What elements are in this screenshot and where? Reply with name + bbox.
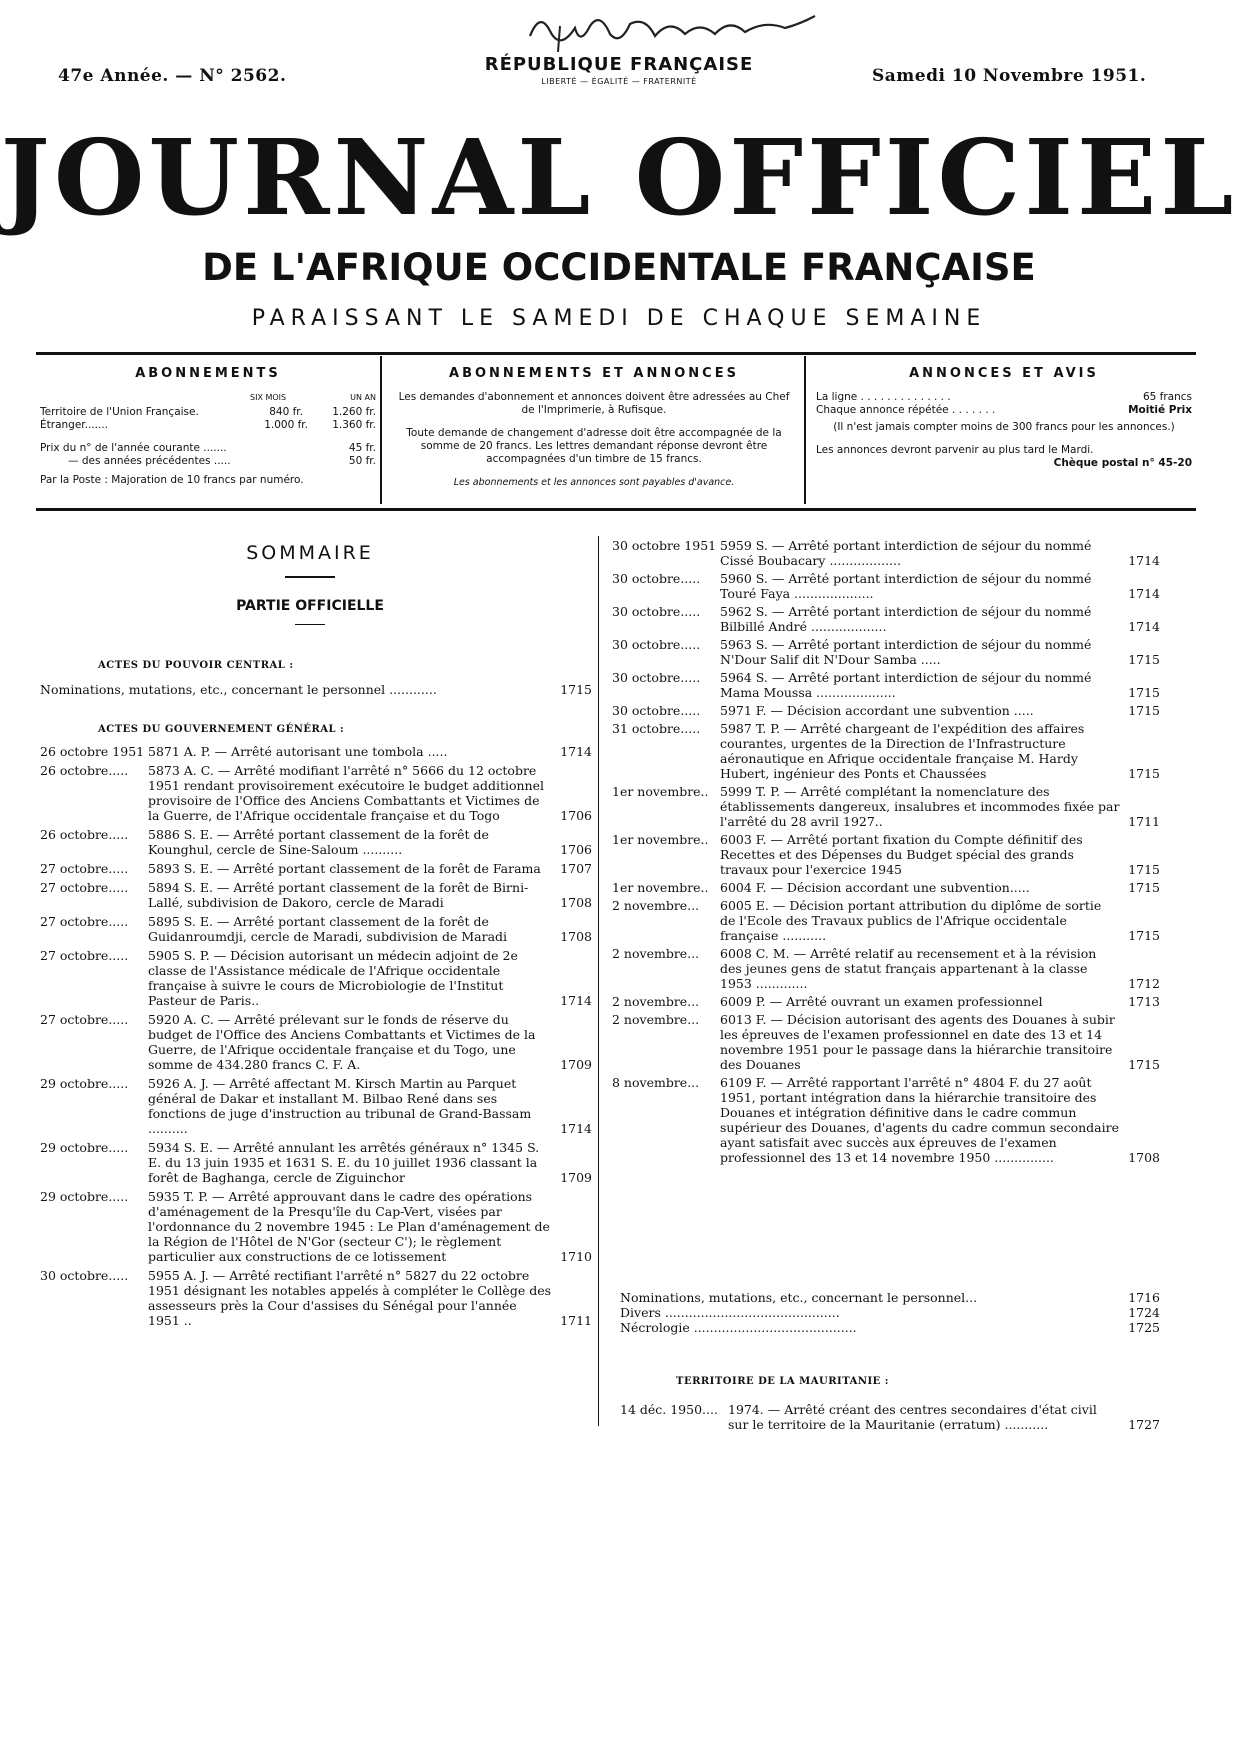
toc-entry <box>612 571 1160 601</box>
toc-entry <box>40 1268 592 1328</box>
toc-entry-text: 6009 P. — Arrêté ouvrant un examen professionnel <box>720 994 1043 1009</box>
toc-entry <box>40 880 592 910</box>
toc-entry-page: 1715 <box>1128 652 1160 667</box>
annonces-avis-column <box>816 366 1192 470</box>
toc-entry-page: 1714 <box>560 993 592 1008</box>
toc-entry <box>40 1012 592 1072</box>
toc-entry-date: 29 octobre..... <box>40 1140 129 1155</box>
toc-entry-date: 30 octobre..... <box>612 670 701 685</box>
toc-entry-page: 1706 <box>560 842 592 857</box>
toc-entry-page: 1709 <box>560 1057 592 1072</box>
annonces-avis-header: ANNONCES ET AVIS <box>909 366 1099 381</box>
divers-label: Divers ............................................ <box>620 1305 840 1320</box>
toc-entry-date: 30 octobre..... <box>612 637 701 652</box>
toc-entry-text: 5987 T. P. — Arrêté chargeant de l'expédition des affaires courantes, urgentes de la Direction de l'Infrastructure aéronautique en Afrique occidentale française M. Hardy Hubert, ingénieur des Ponts et Chaussées <box>720 721 1085 781</box>
toc-entry-date: 29 octobre..... <box>40 1076 129 1091</box>
toc-entry-text: 5934 S. E. — Arrêté annulant les arrêtés généraux n° 1345 S. E. du 13 juin 1935 et 1631 S. E. du 10 juillet 1936 classant la forêt de Baghanga, cercle de Ziguinchor <box>148 1140 540 1185</box>
journal-subtitle: DE L'AFRIQUE OCCIDENTALE FRANÇAISE <box>202 246 1036 289</box>
divers-label: Nécrologie ......................................... <box>620 1320 857 1335</box>
toc-entry-text: 5971 F. — Décision accordant une subvention ..... <box>720 703 1034 718</box>
mauritanie-entry: 14 déc. 1950.... 1974. — Arrêté créant des centres secondaires d'état civil sur le territoire de la Mauritanie (erratum) ........... 1727 <box>620 1402 1160 1432</box>
toc-entry-text: 5886 S. E. — Arrêté portant classement de la forêt de Kounghul, cercle de Sine-Saloum .......... <box>148 827 489 857</box>
toc-entry-text: 5963 S. — Arrêté portant interdiction de séjour du nommé N'Dour Salif dit N'Dour Samba ..... <box>720 637 1092 667</box>
changement-adresse-note: Toute demande de changement d'adresse doit être accompagnée de la somme de 20 francs. Les lettres demandant réponse devront être accompagnées d'un timbre de 15 francs. <box>406 427 782 465</box>
toc-entry-page: 1711 <box>1128 814 1160 829</box>
journal-title: JOURNAL OFFICIEL <box>0 116 1238 239</box>
journal-tagline: PARAISSANT LE SAMEDI DE CHAQUE SEMAINE <box>251 306 987 331</box>
toc-entry-text: 5955 A. J. — Arrêté rectifiant l'arrêté n° 5827 du 22 octobre 1951 désignant les notables appelés à compléter le Collège des assesseurs près la Cour d'assises du Sénégal pour l'année 1951 .. <box>148 1268 552 1328</box>
divers-entry <box>620 1305 1160 1320</box>
col-six-mois: SIX MOIS <box>250 393 287 402</box>
toc-entry <box>40 744 592 759</box>
toc-entry-page: 1714 <box>560 744 592 759</box>
toc-entry <box>40 1189 592 1264</box>
toc-entry-page: 1708 <box>560 895 592 910</box>
toc-entry-page: 1714 <box>1128 586 1160 601</box>
nominations-entry: Nominations, mutations, etc., concernant le personnel ............ 1715 <box>40 682 592 697</box>
box-bottom-rule <box>36 508 1196 511</box>
toc-entry-page: 1712 <box>1128 976 1160 991</box>
cheque-postal: Chèque postal n° 45-20 <box>1053 457 1192 469</box>
abonnements-annonces-header: ABONNEMENTS ET ANNONCES <box>449 366 739 381</box>
toc-entry <box>612 721 1160 781</box>
toc-entry-page: 1708 <box>1128 1150 1160 1165</box>
toc-entry-page: 1714 <box>1128 619 1160 634</box>
toc-entry-page: 1714 <box>560 1121 592 1136</box>
toc-entry-date: 31 octobre..... <box>612 721 701 736</box>
toc-entry-text: 5873 A. C. — Arrêté modifiant l'arrêté n° 5666 du 12 octobre 1951 rendant provisoirement exécutoire le budget additionnel provisoire de l'Office des Anciens Combattants et Victimes de la Guerre, de l'Afrique occidentale française et du Togo <box>148 763 544 823</box>
tarif-row: Territoire de l'Union Française. 840 fr. 1.260 fr. <box>40 406 376 418</box>
toc-entry-page: 1708 <box>560 929 592 944</box>
toc-entry <box>612 670 1160 700</box>
box-divider-1 <box>380 356 382 504</box>
toc-entry-text: 6013 F. — Décision autorisant des agents des Douanes à subir les épreuves de l'examen professionnel en date des 13 et 14 novembre 1951 pour le passage dans la hiérarchie transitoire des Douanes <box>720 1012 1115 1072</box>
toc-entry-date: 30 octobre..... <box>612 703 701 718</box>
toc-entry <box>612 832 1160 877</box>
sommaire-title: SOMMAIRE <box>246 542 374 564</box>
toc-entry-page: 1711 <box>560 1313 592 1328</box>
handwritten-annotation <box>520 6 820 52</box>
toc-entry-date: 30 octobre 1951 <box>612 538 717 553</box>
tarif-repetee: Chaque annonce répétée . . . . . . . Moitié Prix <box>816 404 1192 416</box>
abonnements-header: ABONNEMENTS <box>135 366 281 381</box>
issue-number: 47e Année. — N° 2562. <box>58 66 287 86</box>
toc-entry-date: 27 octobre..... <box>40 914 129 929</box>
toc-entry-text: 5935 T. P. — Arrêté approuvant dans le cadre des opérations d'aménagement de la Presqu'île du Cap-Vert, visées par l'ordonnance du 2 novembre 1945 : Le Plan d'aménagement de la Région de l'Hôtel de N'Gor (secteur C'); le règlement particulier aux constructions de ce lotissement <box>148 1189 550 1264</box>
toc-entry <box>40 861 592 876</box>
toc-entry-page: 1706 <box>560 808 592 823</box>
toc-entry-date: 30 octobre..... <box>40 1268 129 1283</box>
toc-entry-text: 5895 S. E. — Arrêté portant classement de la forêt de Guidanroumdji, cercle de Maradi, subdivision de Maradi <box>148 914 508 944</box>
toc-entry-date: 26 octobre 1951 <box>40 744 145 759</box>
toc-entry-date: 2 novembre... <box>612 994 700 1009</box>
toc-entry-date: 26 octobre..... <box>40 827 129 842</box>
toc-entry <box>40 827 592 857</box>
toc-entry <box>612 784 1160 829</box>
toc-entry-page: 1713 <box>1128 994 1160 1009</box>
toc-entry <box>40 763 592 823</box>
poste-note: Par la Poste : Majoration de 10 francs par numéro. <box>40 474 304 486</box>
toc-entry-date: 29 octobre..... <box>40 1189 129 1204</box>
toc-entry-text: 5926 A. J. — Arrêté affectant M. Kirsch Martin au Parquet général de Dakar et installant M. Bilbao René dans ses fonctions de juge d'instruction au tribunal de Grand-Bassam .......... <box>148 1076 532 1136</box>
toc-entry-page: 1715 <box>1128 1057 1160 1072</box>
toc-entry <box>612 880 1160 895</box>
minimum-note: (Il n'est jamais compter moins de 300 francs pour les annonces.) <box>833 421 1175 433</box>
toc-entry <box>40 914 592 944</box>
toc-entry-date: 2 novembre... <box>612 1012 700 1027</box>
toc-entry-date: 27 octobre..... <box>40 880 129 895</box>
divers-page: 1725 <box>1128 1320 1160 1335</box>
toc-entry-text: 6003 F. — Arrêté portant fixation du Compte définitif des Recettes et des Dépenses du Budget spécial des grands travaux pour l'exercice 1945 <box>720 832 1083 877</box>
toc-entry-page: 1707 <box>560 861 592 876</box>
tarif-row: Étranger....... 1.000 fr. 1.360 fr. <box>40 419 376 431</box>
toc-entry <box>612 898 1160 943</box>
toc-entry <box>40 1076 592 1136</box>
toc-entry-page: 1715 <box>1128 703 1160 718</box>
toc-entry-date: 1er novembre.. <box>612 880 709 895</box>
toc-entry-date: 30 octobre..... <box>612 604 701 619</box>
abonnements-column <box>40 366 376 487</box>
toc-entry <box>40 948 592 1008</box>
toc-entry-page: 1714 <box>1128 553 1160 568</box>
partie-rule <box>295 624 325 625</box>
toc-entry <box>612 703 1160 718</box>
box-divider-2 <box>804 356 806 504</box>
toc-entry-text: 5959 S. — Arrêté portant interdiction de séjour du nommé Cissé Boubacary .................. <box>720 538 1092 568</box>
toc-entry-page: 1715 <box>1128 766 1160 781</box>
toc-entry-text: 6008 C. M. — Arrêté relatif au recensement et à la révision des jeunes gens de statut français appartenant à la classe 1953 ............. <box>720 946 1097 991</box>
divers-label: Nominations, mutations, etc., concernant le personnel... <box>620 1290 978 1305</box>
delai-note: Les annonces devront parvenir au plus tard le Mardi. <box>816 444 1094 456</box>
toc-entry-date: 1er novembre.. <box>612 832 709 847</box>
issue-date: Samedi 10 Novembre 1951. <box>872 66 1147 86</box>
toc-entry-date: 2 novembre... <box>612 898 700 913</box>
toc-entry <box>612 1075 1160 1165</box>
prix-row: Prix du n° de l'année courante ....... 45 fr. <box>40 442 376 454</box>
toc-entry-date: 27 octobre..... <box>40 861 129 876</box>
toc-entry-page: 1715 <box>1128 928 1160 943</box>
toc-entry <box>40 1140 592 1185</box>
toc-entry-date: 27 octobre..... <box>40 1012 129 1027</box>
partie-officielle: PARTIE OFFICIELLE <box>236 598 384 614</box>
toc-entry-text: 5920 A. C. — Arrêté prélevant sur le fonds de réserve du budget de l'Office des Anciens Combattants et Victimes de la Guerre, de l'Afrique occidentale française et du Togo, une somme de 434.280 francs C. F. A. <box>148 1012 536 1072</box>
abonnements-annonces-column <box>392 366 796 489</box>
sommaire-rule <box>285 576 335 578</box>
toc-entry <box>612 994 1160 1009</box>
toc-entry-date: 26 octobre..... <box>40 763 129 778</box>
toc-entry <box>612 946 1160 991</box>
toc-entry-page: 1715 <box>1128 862 1160 877</box>
toc-entry-text: 5893 S. E. — Arrêté portant classement de la forêt de Farama <box>148 861 541 876</box>
box-top-rule <box>36 352 1196 355</box>
toc-entry <box>612 637 1160 667</box>
toc-entry-date: 27 octobre..... <box>40 948 129 963</box>
republic-name: RÉPUBLIQUE FRANÇAISE <box>484 54 754 75</box>
toc-entry-date: 1er novembre.. <box>612 784 709 799</box>
toc-entry <box>612 1012 1160 1072</box>
divers-entry <box>620 1320 1160 1335</box>
gouvernement-heading: ACTES DU GOUVERNEMENT GÉNÉRAL : <box>98 724 345 735</box>
col-un-an: UN AN <box>350 393 376 402</box>
prix-row: — des années précédentes ..... 50 fr. <box>68 455 376 467</box>
toc-entry-text: 5905 S. P. — Décision autorisant un médecin adjoint de 2e classe de l'Assistance médicale de l'Afrique occidentale française à suivre le cours de Microbiologie de l'Institut Pasteur de Paris.. <box>148 948 518 1008</box>
divers-entry <box>620 1290 1160 1305</box>
divers-page: 1716 <box>1128 1290 1160 1305</box>
toc-entry-page: 1715 <box>1128 685 1160 700</box>
toc-entry-text: 5894 S. E. — Arrêté portant classement de la forêt de Birni-Lallé, subdivision de Dakoro, cercle de Maradi <box>148 880 529 910</box>
toc-entry-text: 6109 F. — Arrêté rapportant l'arrêté n° 4804 F. du 27 août 1951, portant intégration dans la hiérarchie transitoire des Douanes et intégration définitive dans le cadre commun supérieur des Douanes, d'agents du cadre commun secondaire ayant satisfait avec succès aux épreuves de l'examen professionnel des 13 et 14 novembre 1950 ............... <box>720 1075 1119 1165</box>
toc-entry-date: 2 novembre... <box>612 946 700 961</box>
paiement-note: Les abonnements et les annonces sont payables d'avance. <box>453 477 735 488</box>
toc-entry-page: 1709 <box>560 1170 592 1185</box>
toc-entry-date: 30 octobre..... <box>612 571 701 586</box>
toc-entry-text: 5964 S. — Arrêté portant interdiction de séjour du nommé Mama Moussa .................... <box>720 670 1092 700</box>
divers-entries <box>620 1290 1160 1335</box>
mauritanie-heading: TERRITOIRE DE LA MAURITANIE : <box>676 1376 889 1387</box>
tarif-ligne: La ligne . . . . . . . . . . . . . . 65 francs <box>816 391 1192 403</box>
toc-entry-text: 5999 T. P. — Arrêté complétant la nomenclature des établissements dangereux, insalubres et incommodes fixée par l'arrêté du 28 avril 1927.. <box>720 784 1120 829</box>
republic-motto: LIBERTÉ — ÉGALITÉ — FRATERNITÉ <box>541 77 697 86</box>
toc-entry-page: 1710 <box>560 1249 592 1264</box>
pouvoir-central-heading: ACTES DU POUVOIR CENTRAL : <box>98 660 294 671</box>
toc-entry-text: 5962 S. — Arrêté portant interdiction de séjour du nommé Bilbillé André ................... <box>720 604 1092 634</box>
toc-entry-page: 1715 <box>1128 880 1160 895</box>
toc-entry-text: 6005 E. — Décision portant attribution du diplôme de sortie de l'Ecole des Travaux publics de l'Afrique occidentale française ........... <box>720 898 1102 943</box>
divers-page: 1724 <box>1128 1305 1160 1320</box>
column-divider <box>598 536 599 1426</box>
toc-entry-text: 5960 S. — Arrêté portant interdiction de séjour du nommé Touré Faya .................... <box>720 571 1092 601</box>
toc-entry-text: 5871 A. P. — Arrêté autorisant une tombola ..... <box>148 744 448 759</box>
toc-entry-date: 8 novembre... <box>612 1075 700 1090</box>
adresse-note: Les demandes d'abonnement et annonces doivent être adressées au Chef de l'Imprimerie, à Rufisque. <box>398 391 790 416</box>
toc-entry-text: 6004 F. — Décision accordant une subvention..... <box>720 880 1030 895</box>
toc-entry <box>612 538 1160 568</box>
toc-entry <box>612 604 1160 634</box>
